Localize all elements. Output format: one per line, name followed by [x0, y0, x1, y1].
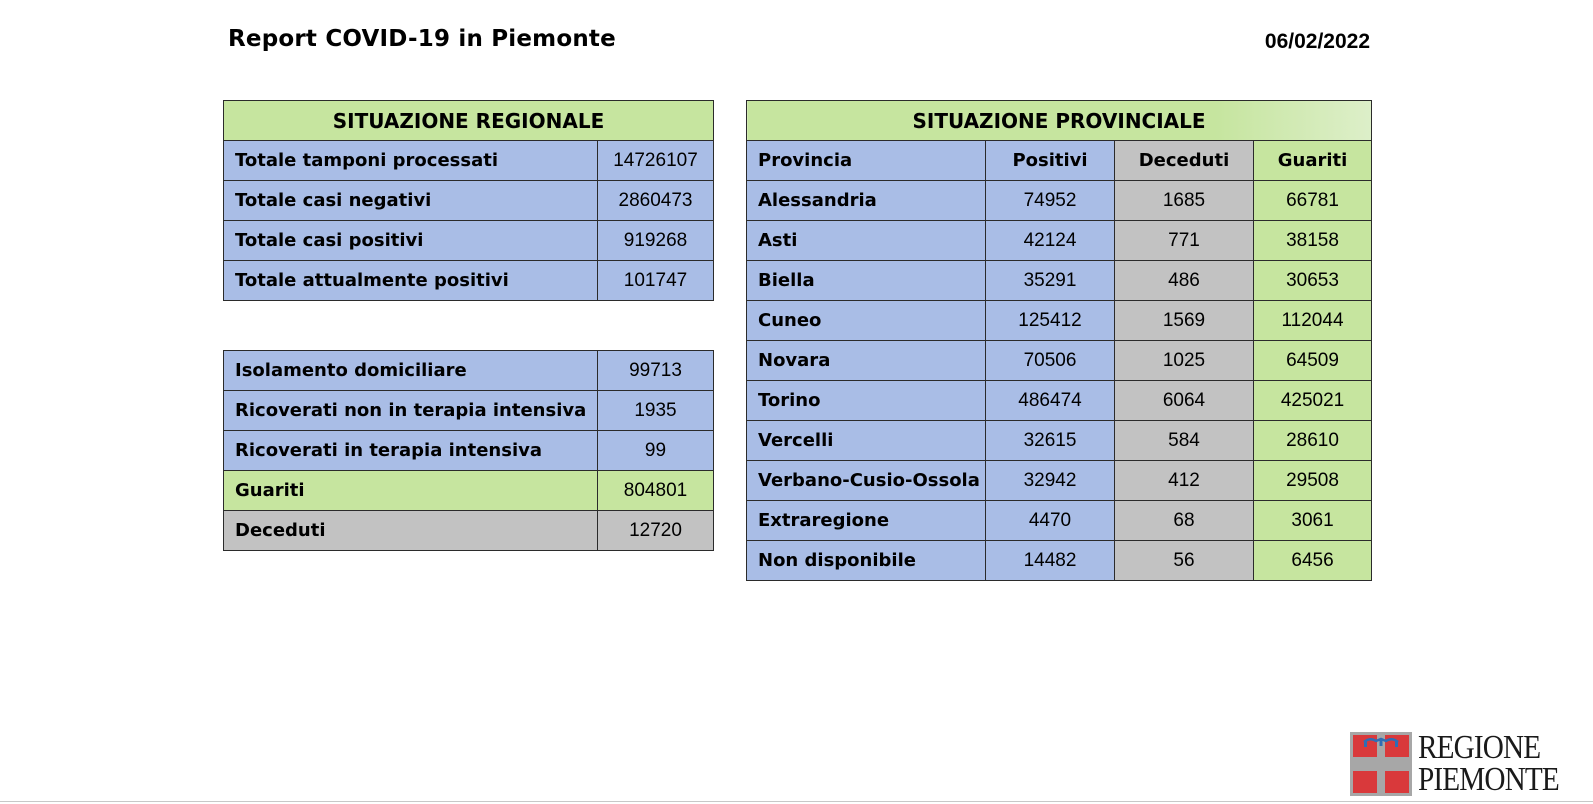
provincia-name: Novara [747, 341, 986, 381]
row-label: Deceduti [224, 511, 598, 551]
deceduti-value: 771 [1115, 221, 1254, 261]
deceduti-value: 1569 [1115, 301, 1254, 341]
column-header-guariti: Guariti [1254, 141, 1372, 181]
guariti-value: 112044 [1254, 301, 1372, 341]
deceduti-value: 1685 [1115, 181, 1254, 221]
row-value: 919268 [598, 221, 714, 261]
positivi-value: 32942 [986, 461, 1115, 501]
row-label: Totale tamponi processati [224, 141, 598, 181]
table-row [747, 221, 1372, 261]
guariti-value: 425021 [1254, 381, 1372, 421]
provincia-name: Vercelli [747, 421, 986, 461]
table-row [747, 421, 1372, 461]
positivi-value: 35291 [986, 261, 1115, 301]
logo-line-2: PIEMONTE [1418, 761, 1559, 798]
guariti-value: 6456 [1254, 541, 1372, 581]
row-value: 99 [598, 431, 714, 471]
positivi-value: 14482 [986, 541, 1115, 581]
positivi-value: 125412 [986, 301, 1115, 341]
provincia-name: Verbano-Cusio-Ossola [747, 461, 986, 501]
row-label: Totale attualmente positivi [224, 261, 598, 301]
column-header-row [747, 141, 1372, 181]
deceduti-value: 412 [1115, 461, 1254, 501]
logo-line-1: REGIONE [1418, 729, 1541, 766]
table-row [224, 221, 714, 261]
guariti-value: 3061 [1254, 501, 1372, 541]
row-value: 2860473 [598, 181, 714, 221]
table-row [747, 541, 1372, 581]
logo-text [1418, 729, 1559, 798]
report-date: 06/02/2022 [1264, 30, 1370, 53]
table-row [224, 141, 714, 181]
provincial-title: SITUAZIONE PROVINCIALE [747, 101, 1372, 141]
regional-header-row [224, 101, 714, 141]
column-header-provincia: Provincia [747, 141, 986, 181]
piemonte-cross-icon [1350, 732, 1412, 796]
positivi-value: 42124 [986, 221, 1115, 261]
table-row [747, 501, 1372, 541]
table-row [747, 181, 1372, 221]
row-value: 14726107 [598, 141, 714, 181]
row-value: 804801 [598, 471, 714, 511]
deceduti-value: 1025 [1115, 341, 1254, 381]
table-row [747, 341, 1372, 381]
deceduti-value: 68 [1115, 501, 1254, 541]
row-value: 1935 [598, 391, 714, 431]
provincial-header-row [747, 101, 1372, 141]
deceduti-value: 486 [1115, 261, 1254, 301]
row-label: Totale casi negativi [224, 181, 598, 221]
provincia-name: Non disponibile [747, 541, 986, 581]
guariti-value: 30653 [1254, 261, 1372, 301]
regional-details-table [223, 350, 714, 551]
positivi-value: 486474 [986, 381, 1115, 421]
provincia-name: Torino [747, 381, 986, 421]
row-label: Ricoverati in terapia intensiva [224, 431, 598, 471]
provincia-name: Cuneo [747, 301, 986, 341]
table-row [224, 261, 714, 301]
guariti-value: 28610 [1254, 421, 1372, 461]
table-row [224, 391, 714, 431]
table-row [224, 181, 714, 221]
positivi-value: 32615 [986, 421, 1115, 461]
row-value: 12720 [598, 511, 714, 551]
regional-summary-table [223, 100, 714, 301]
deceduti-value: 6064 [1115, 381, 1254, 421]
row-value: 99713 [598, 351, 714, 391]
positivi-value: 70506 [986, 341, 1115, 381]
table-row [224, 351, 714, 391]
provincial-table [746, 100, 1372, 581]
guariti-value: 66781 [1254, 181, 1372, 221]
positivi-value: 4470 [986, 501, 1115, 541]
positivi-value: 74952 [986, 181, 1115, 221]
provincia-name: Alessandria [747, 181, 986, 221]
guariti-value: 29508 [1254, 461, 1372, 501]
guariti-value: 38158 [1254, 221, 1372, 261]
table-row [747, 381, 1372, 421]
table-row [747, 261, 1372, 301]
row-label: Isolamento domiciliare [224, 351, 598, 391]
row-label: Ricoverati non in terapia intensiva [224, 391, 598, 431]
row-value: 101747 [598, 261, 714, 301]
provincia-name: Biella [747, 261, 986, 301]
guariti-value: 64509 [1254, 341, 1372, 381]
provincia-name: Extraregione [747, 501, 986, 541]
regione-piemonte-logo [1350, 729, 1560, 798]
row-label: Guariti [224, 471, 598, 511]
table-row [747, 461, 1372, 501]
regional-title: SITUAZIONE REGIONALE [224, 101, 714, 141]
deceduti-value: 56 [1115, 541, 1254, 581]
table-row [747, 301, 1372, 341]
table-row [224, 471, 714, 511]
provincia-name: Asti [747, 221, 986, 261]
report-title: Report COVID-19 in Piemonte [228, 26, 616, 52]
column-header-positivi: Positivi [986, 141, 1115, 181]
table-row [224, 511, 714, 551]
row-label: Totale casi positivi [224, 221, 598, 261]
table-row [224, 431, 714, 471]
column-header-deceduti: Deceduti [1115, 141, 1254, 181]
deceduti-value: 584 [1115, 421, 1254, 461]
page-bottom-divider [0, 801, 1593, 802]
